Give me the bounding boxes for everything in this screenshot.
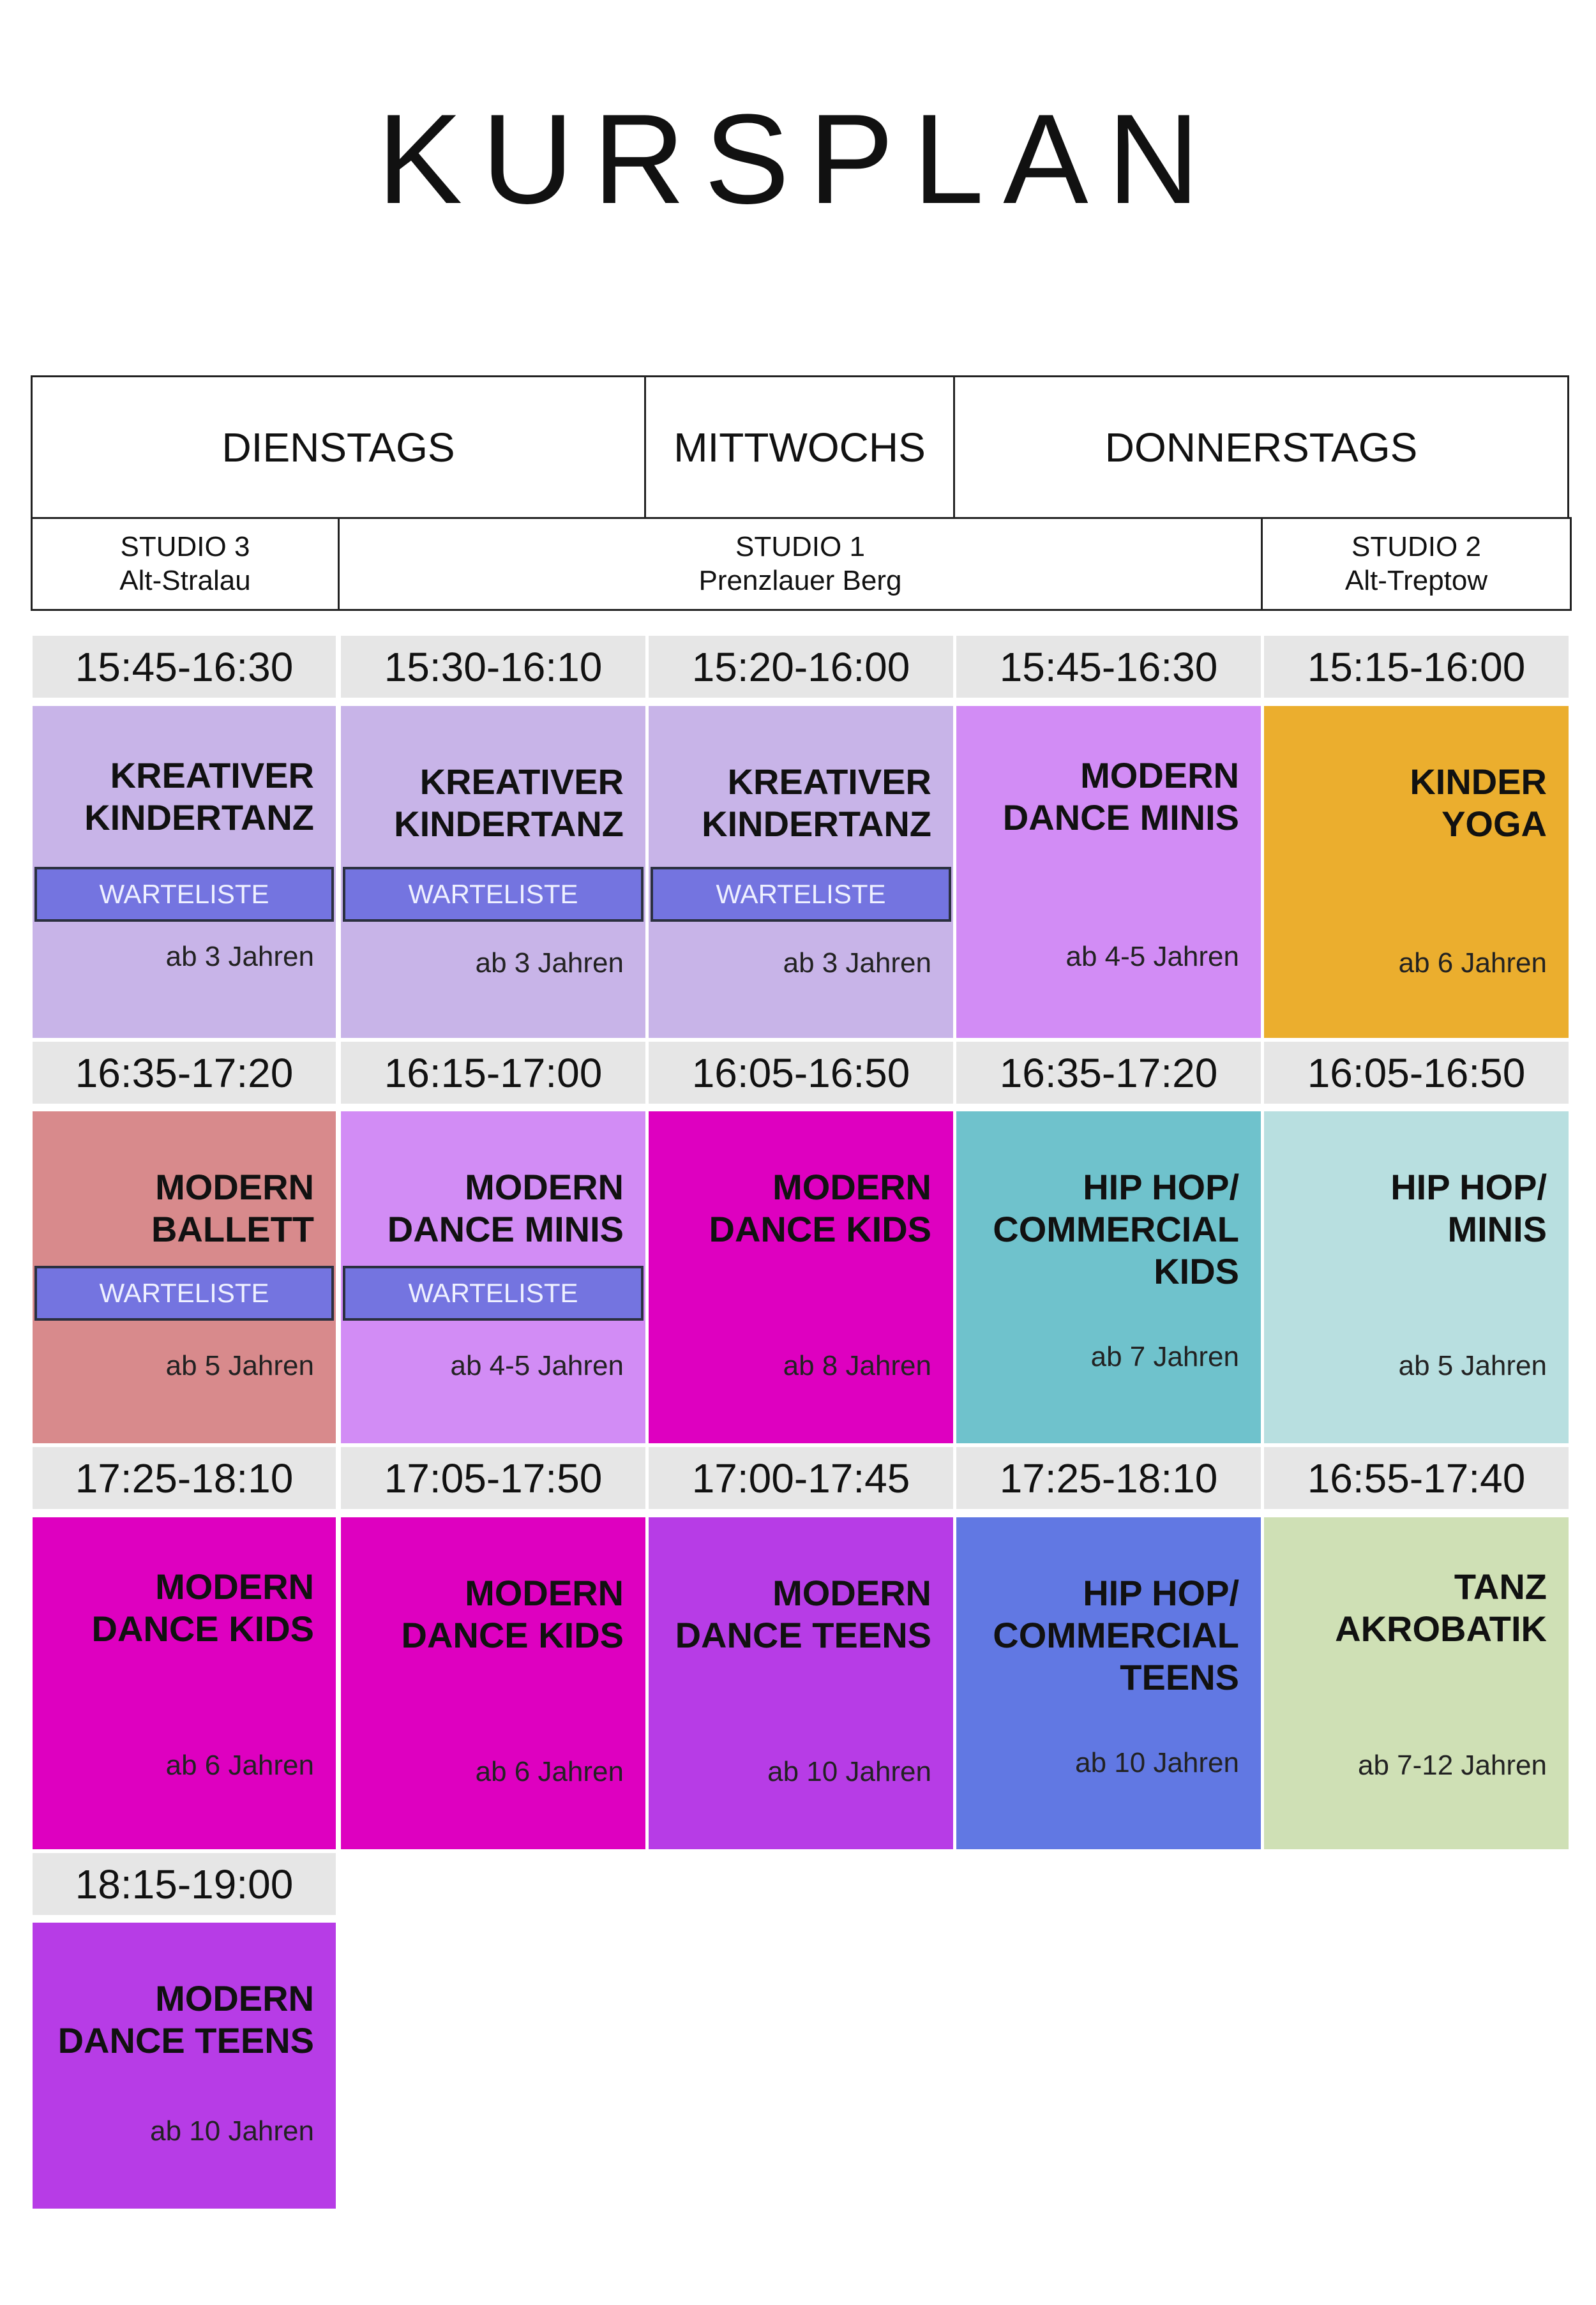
studio-name: STUDIO 3 (120, 530, 250, 562)
course-title: MODERN DANCE TEENS (57, 1978, 314, 2061)
day-header-tuesday (31, 375, 646, 519)
time-slot (341, 1447, 645, 1509)
course-card[interactable] (956, 1111, 1261, 1443)
waitlist-button[interactable] (343, 867, 644, 922)
course-title: HIP HOP/ COMMERCIAL KIDS (993, 1167, 1239, 1292)
course-title: MODERN DANCE MINIS (387, 1167, 624, 1250)
course-card[interactable] (649, 706, 953, 1038)
course-age: ab 4-5 Jahren (1065, 941, 1239, 972)
time-slot (649, 636, 953, 698)
time-label: 15:30-16:10 (384, 643, 603, 690)
course-title: MODERN DANCE KIDS (709, 1167, 931, 1250)
time-slot (1264, 1042, 1569, 1104)
course-age: ab 7 Jahren (1090, 1341, 1239, 1372)
time-slot (33, 1853, 336, 1915)
course-title: MODERN DANCE KIDS (91, 1566, 314, 1649)
time-label: 18:15-19:00 (75, 1861, 294, 1907)
time-slot (33, 1447, 336, 1509)
course-card[interactable] (1264, 706, 1569, 1038)
course-age: ab 6 Jahren (165, 1750, 314, 1781)
course-title: HIP HOP/ MINIS (1390, 1167, 1547, 1250)
waitlist-button[interactable] (651, 867, 951, 922)
course-age: ab 3 Jahren (165, 941, 314, 972)
course-card[interactable] (33, 1517, 336, 1849)
course-title: KREATIVER KINDERTANZ (702, 762, 931, 845)
course-age: ab 10 Jahren (767, 1756, 931, 1787)
course-card[interactable] (33, 706, 336, 1038)
course-age: ab 6 Jahren (1398, 947, 1547, 979)
day-header-thursday (953, 375, 1569, 519)
time-slot (33, 1042, 336, 1104)
course-title: HIP HOP/ COMMERCIAL TEENS (993, 1573, 1239, 1698)
time-label: 17:00-17:45 (691, 1455, 910, 1501)
studio-name: STUDIO 2 (1351, 530, 1481, 562)
course-age: ab 8 Jahren (783, 1350, 931, 1381)
waitlist-button[interactable] (34, 867, 334, 922)
day-label: MITTWOCHS (674, 424, 926, 470)
day-label: DONNERSTAGS (1104, 424, 1418, 470)
studio-location: Alt-Treptow (1344, 564, 1488, 596)
time-label: 15:15-16:00 (1307, 643, 1526, 690)
course-age: ab 7-12 Jahren (1358, 1750, 1547, 1781)
course-title: MODERN DANCE TEENS (675, 1573, 931, 1656)
course-card[interactable] (649, 1111, 953, 1443)
time-slot (649, 1447, 953, 1509)
time-label: 17:05-17:50 (384, 1455, 603, 1501)
waitlist-label: WARTELISTE (99, 1278, 269, 1308)
time-label: 15:45-16:30 (999, 643, 1218, 690)
course-card[interactable] (956, 706, 1261, 1038)
studio-header-3 (31, 517, 340, 611)
time-slot (956, 1042, 1261, 1104)
day-label: DIENSTAGS (222, 424, 455, 470)
waitlist-label: WARTELISTE (408, 1278, 578, 1308)
course-card[interactable] (341, 1517, 645, 1849)
course-age: ab 4-5 Jahren (450, 1350, 624, 1381)
time-slot (956, 1447, 1261, 1509)
studio-name: STUDIO 1 (735, 530, 865, 562)
course-age: ab 10 Jahren (1075, 1747, 1239, 1778)
time-slot (341, 636, 645, 698)
time-slot (649, 1042, 953, 1104)
waitlist-button[interactable] (34, 1266, 334, 1321)
course-card[interactable] (341, 1111, 645, 1443)
course-card[interactable] (956, 1517, 1261, 1849)
course-card[interactable] (649, 1517, 953, 1849)
time-slot (33, 636, 336, 698)
time-slot (1264, 1447, 1569, 1509)
time-label: 17:25-18:10 (75, 1455, 294, 1501)
studio-header-1 (338, 517, 1263, 611)
course-age: ab 5 Jahren (1398, 1350, 1547, 1381)
course-title: KREATIVER KINDERTANZ (84, 755, 314, 838)
time-label: 16:15-17:00 (384, 1049, 603, 1096)
page-title: KURSPLAN (377, 88, 1219, 230)
time-label: 16:55-17:40 (1307, 1455, 1526, 1501)
waitlist-label: WARTELISTE (99, 879, 269, 909)
course-age: ab 3 Jahren (475, 947, 624, 979)
course-title: MODERN BALLETT (151, 1167, 314, 1250)
course-age: ab 5 Jahren (165, 1350, 314, 1381)
course-age: ab 10 Jahren (150, 2115, 314, 2147)
studio-location: Prenzlauer Berg (698, 564, 902, 596)
course-title: MODERN DANCE MINIS (1002, 755, 1239, 838)
waitlist-label: WARTELISTE (408, 879, 578, 909)
course-title: KREATIVER KINDERTANZ (394, 762, 624, 845)
time-slot (341, 1042, 645, 1104)
studio-location: Alt-Stralau (119, 564, 251, 596)
course-card[interactable] (341, 706, 645, 1038)
course-age: ab 6 Jahren (475, 1756, 624, 1787)
time-label: 16:35-17:20 (999, 1049, 1218, 1096)
time-slot (1264, 636, 1569, 698)
course-age: ab 3 Jahren (783, 947, 931, 979)
time-label: 16:05-16:50 (1307, 1049, 1526, 1096)
course-title: TANZ AKROBATIK (1335, 1566, 1547, 1649)
waitlist-label: WARTELISTE (716, 879, 886, 909)
course-card[interactable] (33, 1923, 336, 2209)
time-slot (956, 636, 1261, 698)
course-card[interactable] (33, 1111, 336, 1443)
course-card[interactable] (1264, 1111, 1569, 1443)
course-title: KINDER YOGA (1410, 762, 1547, 845)
time-label: 16:35-17:20 (75, 1049, 294, 1096)
day-header-wednesday (644, 375, 955, 519)
time-label: 15:20-16:00 (691, 643, 910, 690)
course-card[interactable] (1264, 1517, 1569, 1849)
time-label: 17:25-18:10 (999, 1455, 1218, 1501)
course-title: MODERN DANCE KIDS (401, 1573, 624, 1656)
time-label: 16:05-16:50 (691, 1049, 910, 1096)
studio-header-2 (1261, 517, 1572, 611)
waitlist-button[interactable] (343, 1266, 644, 1321)
time-label: 15:45-16:30 (75, 643, 294, 690)
